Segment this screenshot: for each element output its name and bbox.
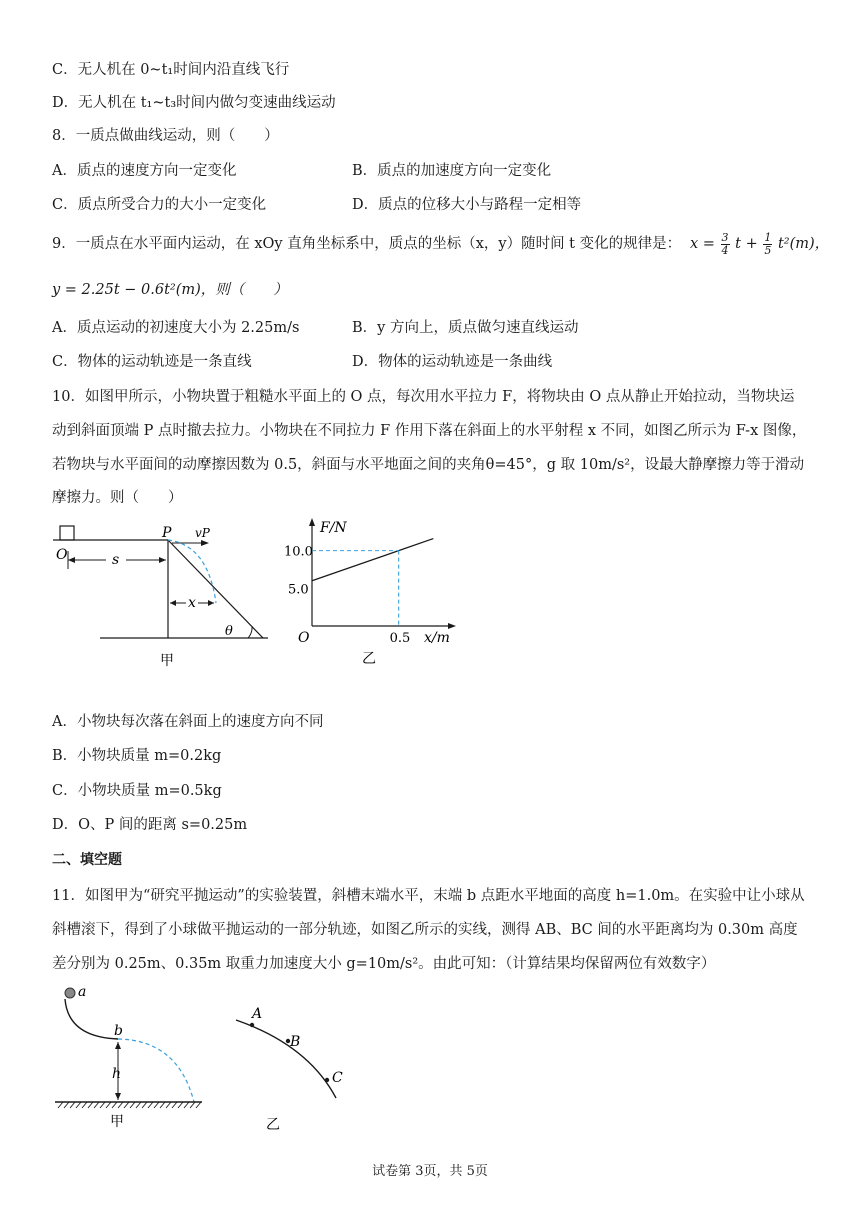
label-b: b: [114, 1023, 123, 1039]
hatch-mark: [148, 1102, 153, 1108]
hatch-mark: [124, 1102, 129, 1108]
projectile-dashed: [118, 1039, 194, 1102]
caption-jia: 甲: [110, 1114, 124, 1130]
hatch-mark: [118, 1102, 123, 1108]
theta-arc: [248, 626, 252, 638]
series-line: [312, 539, 433, 581]
chart-ylabel: F/N: [320, 520, 347, 536]
label-vP: vP: [195, 526, 210, 540]
hatch-mark: [178, 1102, 183, 1108]
q9-formula-x-suffix: t²(m)，: [777, 236, 830, 252]
incline-line: [168, 540, 263, 638]
hatch-mark: [166, 1102, 171, 1108]
q9-formula-x-mid: t +: [735, 236, 758, 252]
hatch-mark: [100, 1102, 105, 1108]
q10-stem-line2: 动到斜面顶端 P 点时撤去拉力。小物块在不同拉力 F 作用下落在斜面上的水平射程 x 不同，如图乙所示为 F-x 图像，: [52, 423, 807, 439]
q7-option-d: D．无人机在 t₁~t₃时间内做匀变速曲线运动: [52, 95, 336, 111]
ytick-10: 10.0: [284, 544, 313, 560]
s-arrowhead-right: [159, 557, 166, 563]
hatch-mark: [196, 1102, 201, 1108]
q9-formula-x-prefix: x =: [690, 236, 715, 252]
q9-frac-1: [721, 232, 730, 257]
q8-option-d: D．质点的位移大小与路程一定相等: [352, 197, 582, 213]
label-B: B: [290, 1034, 301, 1050]
label-s: s: [112, 552, 120, 568]
caption-jia: 甲: [160, 653, 174, 669]
q10-stem-line4: 摩擦力。则（ ）: [52, 490, 183, 506]
label-O: O: [56, 547, 68, 563]
hatch-mark: [172, 1102, 177, 1108]
ytick-5: 5.0: [288, 582, 309, 598]
q9-formula-y: y = 2.25t − 0.6t²(m)，则（ ）: [52, 282, 288, 298]
label-C: C: [332, 1070, 343, 1086]
caption-yi: 乙: [266, 1117, 280, 1133]
hatch-mark: [190, 1102, 195, 1108]
ground-hatch: [58, 1102, 201, 1108]
point-C: [325, 1078, 329, 1082]
ball-icon: [65, 988, 75, 998]
q9-formula-x: [690, 226, 829, 262]
hatch-mark: [82, 1102, 87, 1108]
label-x: x: [188, 595, 196, 611]
vp-arrowhead: [201, 540, 209, 546]
y-axis-arrow: [309, 518, 315, 526]
label-A: A: [252, 1006, 263, 1022]
q10-option-d: D．O、P 间的距离 s=0.25m: [52, 817, 248, 833]
xtick-0.5: 0.5: [389, 631, 411, 646]
hatch-mark: [88, 1102, 93, 1108]
q11-figure-yi: [228, 1005, 358, 1145]
q10-option-c: C．小物块质量 m=0.5kg: [52, 783, 222, 799]
q11-figure-jia: [50, 982, 210, 1130]
q9-frac-1-num: 3: [721, 230, 729, 244]
hatch-mark: [160, 1102, 165, 1108]
q10-option-a: A．小物块每次落在斜面上的速度方向不同: [52, 714, 324, 730]
q9-option-d: D．物体的运动轨迹是一条曲线: [352, 354, 553, 370]
q10-option-b: B．小物块质量 m=0.2kg: [52, 748, 222, 764]
hatch-mark: [130, 1102, 135, 1108]
q10-stem-line1: 10．如图甲所示，小物块置于粗糙水平面上的 O 点，每次用水平拉力 F，将物块由 O 点从静止开始拉动，当物块运: [52, 389, 795, 405]
hatch-mark: [106, 1102, 111, 1108]
trajectory-curve: [236, 1020, 336, 1098]
q11-stem-line2: 斜槽滚下，得到了小球做平抛运动的一部分轨迹，如图乙所示的实线，测得 AB、BC 间的水平距离均为 0.30m 高度: [52, 922, 798, 938]
x-arrowhead-left: [170, 600, 176, 606]
section-title: 二、填空题: [52, 852, 122, 868]
hatch-mark: [184, 1102, 189, 1108]
height-arrow-up: [115, 1042, 121, 1049]
label-h: h: [112, 1066, 122, 1082]
hatch-mark: [154, 1102, 159, 1108]
hatch-mark: [76, 1102, 81, 1108]
q8-option-c: C．质点所受合力的大小一定变化: [52, 197, 267, 213]
q10-stem-line3: 若物块与水平面间的动摩擦因数为 0.5，斜面与水平地面之间的夹角θ=45°，g 取 10m/s²，设最大静摩擦力等于滑动: [52, 457, 805, 473]
hatch-mark: [142, 1102, 147, 1108]
point-A: [250, 1023, 254, 1027]
q9-option-a: A．质点运动的初速度大小为 2.25m/s: [52, 320, 300, 336]
fx-chart-plot: [284, 518, 456, 646]
x-axis-arrow: [448, 623, 456, 629]
hatch-mark: [94, 1102, 99, 1108]
q9-frac-1-den: 4: [721, 243, 729, 257]
hatch-mark: [112, 1102, 117, 1108]
label-theta: θ: [225, 624, 233, 639]
hatch-mark: [70, 1102, 75, 1108]
q9-frac-2-den: 5: [764, 243, 772, 257]
page-footer: 试卷第 3页，共 5页: [372, 1164, 488, 1179]
trajectory-dashed: [168, 540, 216, 603]
hatch-mark: [136, 1102, 141, 1108]
q11-stem-line3: 差分别为 0.25m、0.35m 取重力加速度大小 g=10m/s²。由此可知：（计算结果均保留两位有效数字）: [52, 956, 716, 972]
q11-stem-line1: 11．如图甲为“研究平抛运动”的实验装置，斜槽末端水平，末端 b 点距水平地面的高度 h=1.0m。在实验中让小球从: [52, 888, 805, 904]
height-arrow-down: [115, 1093, 121, 1100]
block-shape: [60, 526, 74, 540]
caption-yi: 乙: [362, 651, 376, 667]
q7-option-c: C．无人机在 0~t₁时间内沿直线飞行: [52, 62, 290, 78]
q9-stem: 9．一质点在水平面内运动，在 xOy 直角坐标系中，质点的坐标（x，y）随时间 t 变化的规律是：: [52, 236, 682, 252]
chart-xlabel: x/m: [424, 630, 450, 646]
hatch-mark: [64, 1102, 69, 1108]
q10-figure-jia: [48, 525, 273, 670]
q10-figure-yi-chart: [282, 518, 452, 668]
q9-option-b: B．y 方向上，质点做匀速直线运动: [352, 320, 579, 336]
x-arrowhead-right: [208, 600, 214, 606]
q9-frac-2: [763, 232, 772, 257]
q8-stem: 8．一质点做曲线运动，则（ ）: [52, 128, 279, 144]
s-arrowhead-left: [68, 557, 75, 563]
q9-option-c: C．物体的运动轨迹是一条直线: [52, 354, 252, 370]
chart-origin: O: [298, 630, 310, 646]
q9-frac-2-num: 1: [764, 230, 772, 244]
ramp-curve: [65, 999, 118, 1039]
q8-option-a: A．质点的速度方向一定变化: [52, 163, 237, 179]
q8-option-b: B．质点的加速度方向一定变化: [352, 163, 552, 179]
hatch-mark: [58, 1102, 63, 1108]
label-P: P: [162, 525, 172, 541]
label-a: a: [78, 984, 87, 1000]
